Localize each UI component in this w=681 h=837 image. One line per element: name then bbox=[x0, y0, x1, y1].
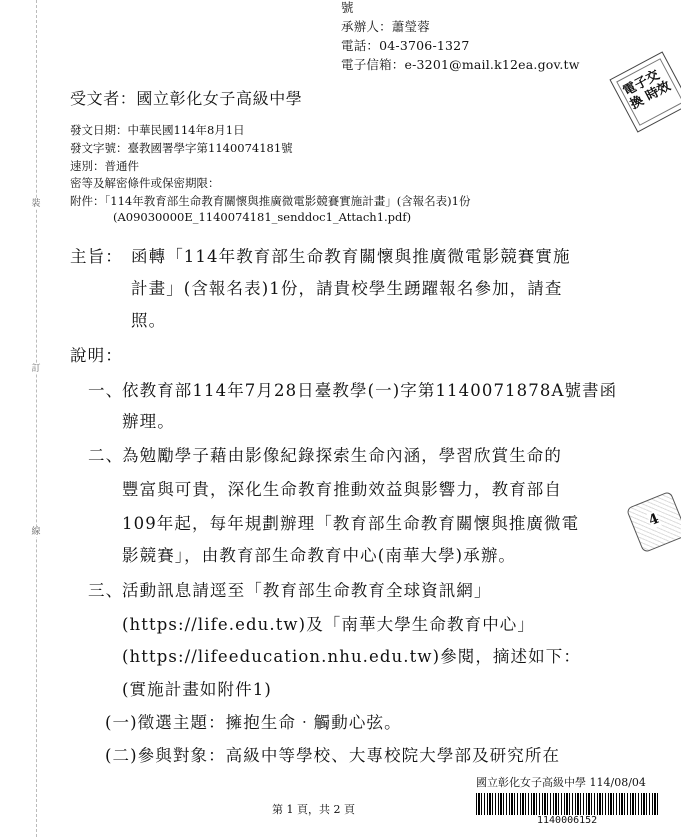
binding-mark-ding: 訂 bbox=[31, 364, 41, 374]
item-two-line-4: 影競賽」，由教育部生命教育中心(南華大學)承辦。 bbox=[122, 546, 517, 565]
item-one-line-2: 辦理。 bbox=[122, 412, 175, 431]
barcode-number: 1140006152 bbox=[537, 815, 598, 826]
speed-class: 速別：普通件 bbox=[70, 159, 139, 173]
secrecy-level: 密等及解密條件或保密期限： bbox=[70, 176, 220, 190]
item-three-line-4: (實施計畫如附件1) bbox=[122, 680, 272, 699]
item-two-number: 二、 bbox=[88, 446, 124, 465]
item-three-line-1: 活動訊息請逕至「教育部生命教育全球資訊網」 bbox=[122, 581, 492, 600]
electronic-exchange-stamp: 電子交換 時效 bbox=[609, 51, 681, 132]
contact-person: 承辦人：蕭瑩蓉 bbox=[341, 19, 430, 34]
explanation-label: 說明： bbox=[70, 346, 123, 365]
attachment-filename: (A09030000E_1140074181_senddoc1_Attach1.pdf) bbox=[113, 210, 412, 224]
item-three-line-3: (https://lifeeducation.nhu.edu.tw)參閱，摘述如下： bbox=[122, 647, 581, 666]
binding-mark-zhuang: 裝 bbox=[31, 199, 41, 209]
item-two-line-2: 豐富與可貴，深化生命教育推動效益與影響力，教育部自 bbox=[122, 480, 562, 499]
subject-line-1: 函轉「114年教育部生命教育關懷與推廣微電影競賽實施 bbox=[131, 247, 571, 266]
item-three-number: 三、 bbox=[88, 581, 124, 600]
side-page-number: 4 bbox=[646, 510, 662, 530]
page-indicator: 第 1 頁，共 2 頁 bbox=[272, 803, 355, 816]
binding-line bbox=[36, 0, 37, 837]
recipient: 受文者：國立彰化女子高級中學 bbox=[70, 89, 303, 108]
subject-line-3: 照。 bbox=[131, 311, 167, 330]
document-number: 發文字號：臺教國署學字第1140074181號 bbox=[70, 141, 293, 155]
item-three-line-2: (https://life.edu.tw)及「南華大學生命教育中心」 bbox=[122, 615, 535, 634]
subject-label: 主旨： bbox=[70, 247, 123, 266]
item-one-number: 一、 bbox=[88, 381, 124, 400]
subject-line-2: 計畫」(含報名表)1份，請貴校學生踴躍報名參加，請查 bbox=[131, 279, 563, 298]
contact-phone: 電話：04-3706-1327 bbox=[341, 38, 470, 53]
sub-item-theme: (一)徵選主題：擁抱生命‧觸動心弦。 bbox=[105, 713, 402, 732]
receiver-stamp: 國立彰化女子高級中學 114/08/04 bbox=[476, 776, 646, 789]
issue-date: 發文日期：中華民國114年8月1日 bbox=[70, 123, 245, 137]
contact-email: 電子信箱：e-3201@mail.k12ea.gov.tw bbox=[341, 57, 580, 72]
sub-item-participants: (二)參與對象：高級中等學校、大專校院大學部及研究所在 bbox=[105, 746, 561, 765]
item-two-line-1: 為勉勵學子藉由影像紀錄探索生命內涵，學習欣賞生命的 bbox=[122, 446, 562, 465]
item-one-line-1: 依教育部114年7月28日臺教學(一)字第1140071878A號書函 bbox=[122, 381, 618, 400]
item-two-line-3: 109年起，每年規劃辦理「教育部生命教育關懷與推廣微電 bbox=[122, 514, 580, 533]
side-seal bbox=[626, 491, 681, 553]
binding-mark-xian: 線 bbox=[31, 527, 41, 537]
attachment-title: 附件：「114年教育部生命教育關懷與推廣微電影競賽實施計畫」(含報名表)1份 bbox=[70, 194, 471, 208]
barcode bbox=[476, 793, 658, 815]
header-top-char: 號 bbox=[341, 0, 354, 15]
